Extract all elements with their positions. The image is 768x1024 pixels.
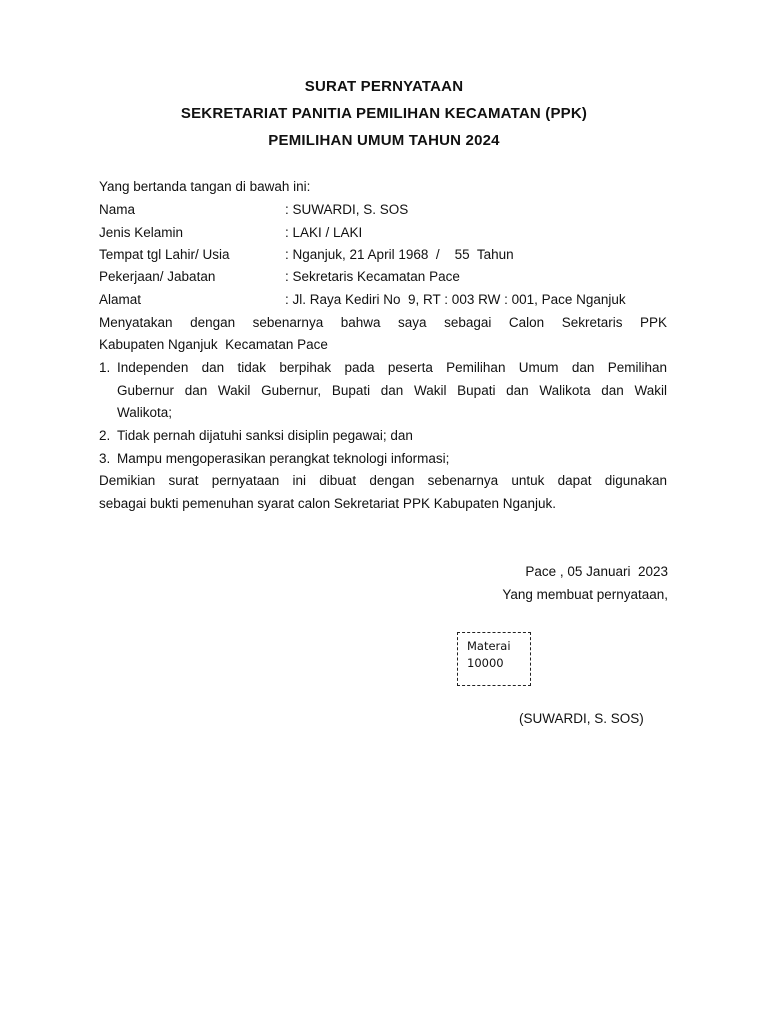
document-title: SURAT PERNYATAAN [304,78,464,95]
statement-line-1: Menyatakan dengan sebenarnya bahwa saya sebagai Calon Sekretaris PPK [99,315,667,330]
field-value-nama: : SUWARDI, S. SOS [285,202,409,217]
document-subtitle-election: PEMILIHAN UMUM TAHUN 2024 [268,132,500,149]
field-value-jenis-kelamin: : LAKI / LAKI [285,225,363,240]
list-item-number: 3. [99,451,111,466]
field-label-pekerjaan: Pekerjaan/ Jabatan [99,269,216,284]
field-value-alamat: : Jl. Raya Kediri No 9, RT : 003 RW : 001, Pace Nganjuk [285,292,626,307]
list-item-number: 1. [99,360,111,375]
materai-value: 10000 [467,656,504,670]
list-item-2-text: Tidak pernah dijatuhi sanksi disiplin pegawai; dan [117,428,413,443]
materai-stamp-box [457,632,531,686]
list-item-3-text: Mampu mengoperasikan perangkat teknologi informasi; [117,451,450,466]
signature-place-date: Pace , 05 Januari 2023 [525,564,668,579]
field-label-jenis-kelamin: Jenis Kelamin [99,225,184,240]
closing-line-2: sebagai bukti pemenuhan syarat calon Sekretariat PPK Kabupaten Nganjuk. [99,496,557,511]
signature-maker-label: Yang membuat pernyataan, [502,587,668,602]
field-value-pekerjaan: : Sekretaris Kecamatan Pace [285,269,460,284]
field-value-tempat-tgl-lahir: : Nganjuk, 21 April 1968 / 55 Tahun [285,247,514,262]
list-item-1-line-3: Walikota; [117,405,173,420]
materai-label: Materai [467,639,511,653]
list-item-number: 2. [99,428,111,443]
list-item-1-line-2: Gubernur dan Wakil Gubernur, Bupati dan Wakil Bupati dan Walikota dan Wakil [117,383,667,398]
closing-line-1: Demikian surat pernyataan ini dibuat dengan sebenarnya untuk dapat digunakan [99,473,667,488]
statement-line-2: Kabupaten Nganjuk Kecamatan Pace [99,337,328,352]
field-label-alamat: Alamat [99,292,142,307]
field-label-nama: Nama [99,202,136,217]
materai-stamp-text [467,638,511,672]
intro-text: Yang bertanda tangan di bawah ini: [99,179,311,194]
field-label-tempat-tgl-lahir: Tempat tgl Lahir/ Usia [99,247,230,262]
signatory-name: (SUWARDI, S. SOS) [519,711,644,726]
list-item-1-line-1: Independen dan tidak berpihak pada peserta Pemilihan Umum dan Pemilihan [117,360,667,375]
document-subtitle-committee: SEKRETARIAT PANITIA PEMILIHAN KECAMATAN (PPK) [180,105,588,122]
